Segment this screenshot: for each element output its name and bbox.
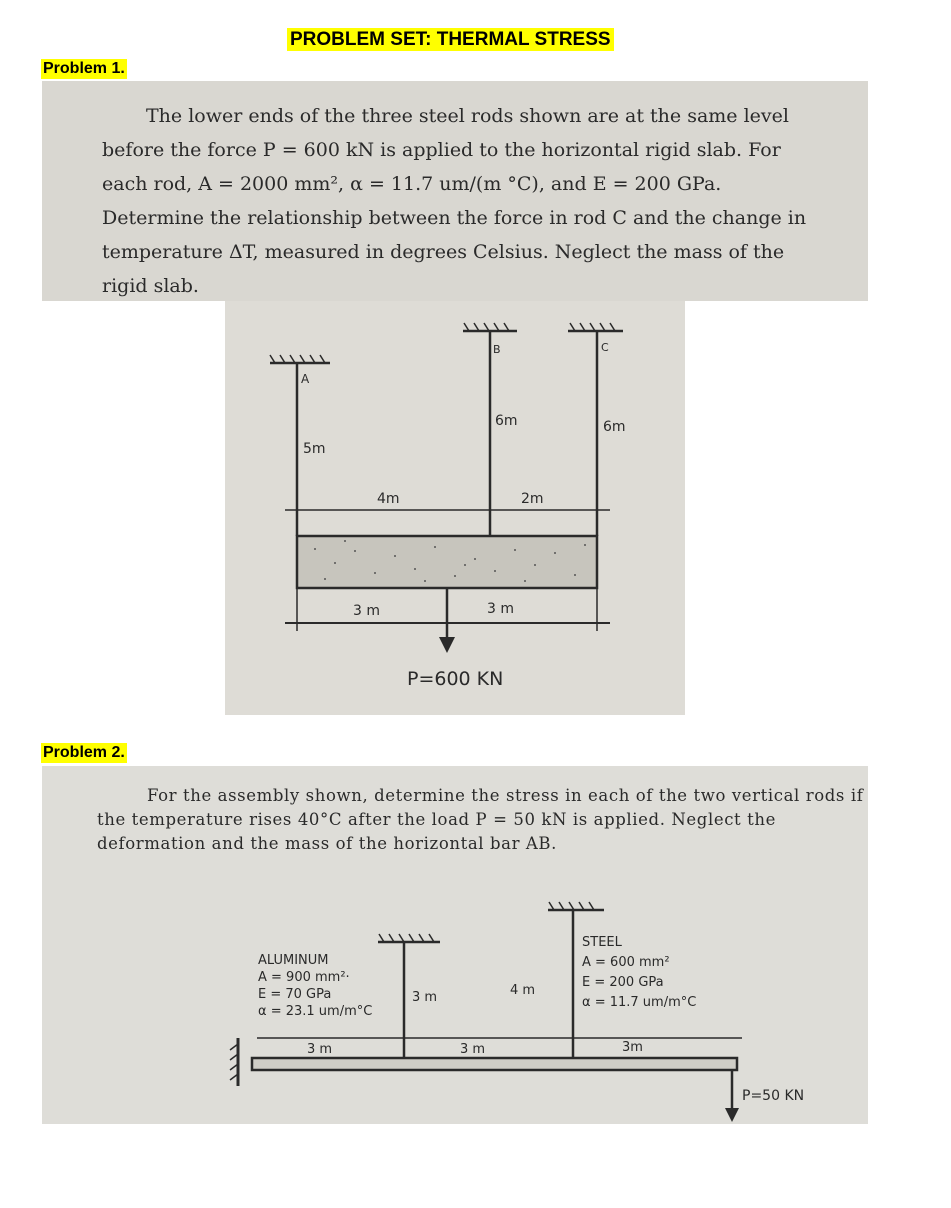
- dim-bottom-right: 3 m: [487, 601, 514, 617]
- rigid-slab: [297, 536, 597, 588]
- problem-1-figure: [225, 301, 685, 715]
- steel-alpha: α = 11.7 um/m°C: [582, 995, 697, 1010]
- dim-3: 3m: [622, 1040, 643, 1055]
- rod-c-label: C: [601, 341, 609, 354]
- steel-length: 4 m: [510, 983, 536, 998]
- aluminum-modulus: E = 70 GPa: [258, 987, 332, 1002]
- steel-name: STEEL: [582, 935, 622, 950]
- bar-ab: [252, 1058, 737, 1070]
- dim-top-left: 4m: [377, 491, 400, 507]
- load-arrow-icon: [725, 1108, 739, 1122]
- steel-area: A = 600 mm²: [582, 955, 670, 970]
- aluminum-length: 3 m: [412, 990, 438, 1005]
- problem-1-diagram: [225, 301, 685, 715]
- load-label: P=600 KN: [407, 668, 504, 690]
- rod-b-label: B: [493, 343, 501, 356]
- rod-a-label: A: [301, 372, 310, 386]
- dim-2: 3 m: [460, 1042, 486, 1057]
- problem-1-text-photo: [42, 81, 868, 301]
- rod-b-length: 6m: [495, 413, 518, 429]
- problem-1-text: [102, 99, 812, 303]
- aluminum-name: ALUMINUM: [258, 953, 329, 968]
- dim-bottom-left: 3 m: [353, 603, 380, 619]
- page-title: PROBLEM SET: THERMAL STRESS: [287, 28, 614, 51]
- rod-a-length: 5m: [303, 441, 326, 457]
- steel-modulus: E = 200 GPa: [582, 975, 664, 990]
- problem-2-photo: [42, 766, 868, 1124]
- problem-2-diagram: [42, 766, 868, 1124]
- problem-1-label: Problem 1.: [43, 60, 125, 77]
- rod-c-length: 6m: [603, 419, 626, 435]
- aluminum-alpha: α = 23.1 um/m°C: [258, 1004, 373, 1019]
- problem-2-label: Problem 2.: [43, 744, 125, 761]
- aluminum-area: A = 900 mm²·: [258, 970, 350, 985]
- dim-1: 3 m: [307, 1042, 333, 1057]
- load-arrow-icon: [439, 637, 455, 653]
- problem-1-statement: The lower ends of the three steel rods shown are at the same level before the force P = 600 kN is applied to the horizontal rigid slab. For each rod, A = 2000 mm², α = 11.7 um/(m °C), and E = 200 GPa. Determine the relationship between the force in rod C and the change in temperature ΔT, measured in degrees Celsius. Neglect the mass of the rigid slab.: [102, 105, 807, 297]
- problem-2-statement: For the assembly shown, determine the stress in each of the two vertical rods if the temperature rises 40°C after the load P = 50 kN is applied. Neglect the deformation and the mass of the horizontal bar AB.: [97, 786, 864, 853]
- dim-top-right: 2m: [521, 491, 544, 507]
- load-label: P=50 KN: [742, 1088, 805, 1104]
